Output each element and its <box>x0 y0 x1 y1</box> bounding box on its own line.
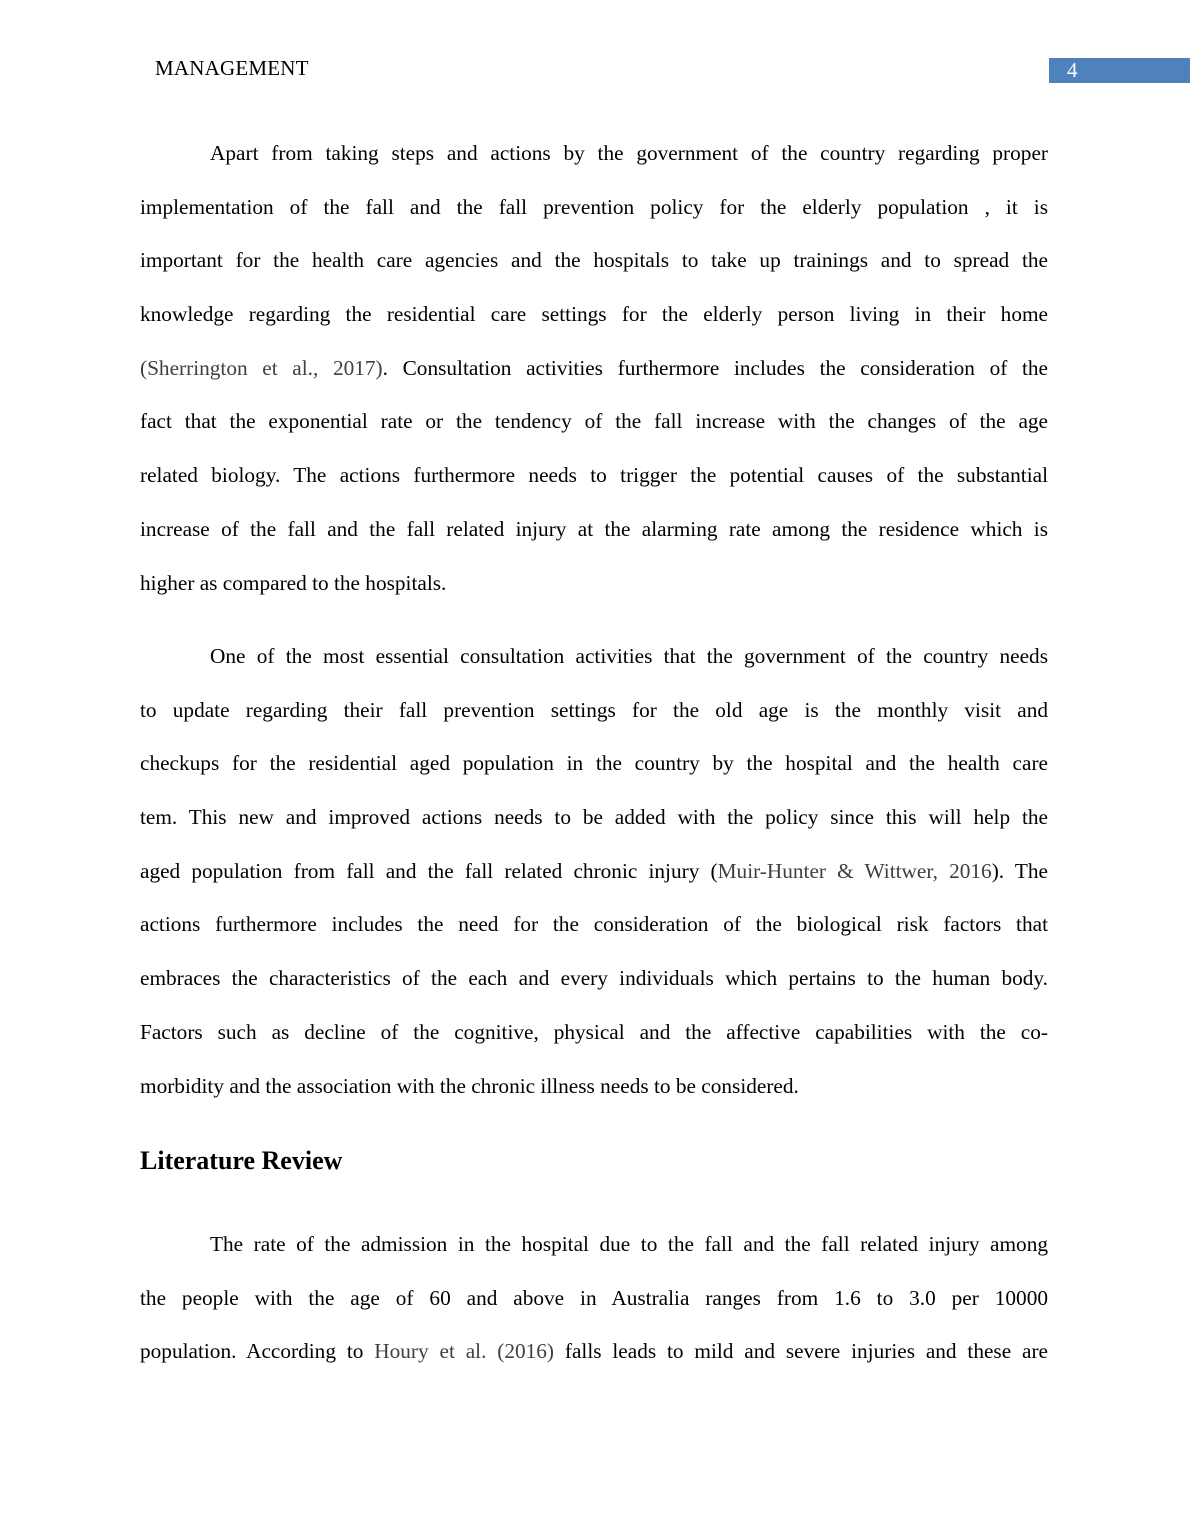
paragraph-line <box>140 1325 1048 1379</box>
citation: Houry et al. (2016) <box>374 1339 555 1364</box>
paragraph-line <box>140 342 1048 396</box>
line-text: . Consultation activities furthermore includes the consideration of the <box>382 355 1048 380</box>
paragraph-line: increase of the fall and the fall related injury at the alarming rate among the residence which is <box>140 516 1048 541</box>
paragraph-line: the people with the age of 60 and above in Australia ranges from 1.6 to 3.0 per 10000 <box>140 1285 1048 1310</box>
paragraph-line: checkups for the residential aged population in the country by the hospital and the health care <box>140 751 1048 776</box>
header-title: MANAGEMENT <box>155 56 309 80</box>
section-heading: Literature Review <box>140 1146 343 1175</box>
paragraph-line: fact that the exponential rate or the tendency of the fall increase with the changes of the age <box>140 409 1048 434</box>
paragraph-line: higher as compared to the hospitals. <box>140 570 447 595</box>
paragraph-line: embraces the characteristics of the each and every individuals which pertains to the human body. <box>140 966 1048 991</box>
page-number: 4 <box>1067 58 1078 82</box>
paragraph-line: related biology. The actions furthermore needs to trigger the potential causes of the substantial <box>140 463 1048 488</box>
paragraph-line: important for the health care agencies and the hospitals to take up trainings and to spread the <box>140 248 1048 273</box>
paragraph-2 <box>140 630 1048 1113</box>
paragraph-line: knowledge regarding the residential care settings for the elderly person living in their home <box>140 302 1048 327</box>
paragraph-line: implementation of the fall and the fall prevention policy for the elderly population , it is <box>140 194 1048 219</box>
paragraph-line: tem. This new and improved actions needs to be added with the policy since this will help the <box>140 805 1048 830</box>
page-number-box <box>1049 58 1190 83</box>
paragraph-3 <box>140 1218 1048 1379</box>
line-text: ). The <box>991 858 1048 883</box>
paragraph-line: to update regarding their fall prevention settings for the old age is the monthly visit and <box>140 697 1048 722</box>
paragraph-line: actions furthermore includes the need for the consideration of the biological risk factors that <box>140 912 1048 937</box>
citation: (Sherrington et al., 2017) <box>140 355 383 380</box>
paragraph-line <box>140 845 1048 899</box>
citation: Muir-Hunter & Wittwer, 2016 <box>717 858 992 883</box>
paragraph-line: The rate of the admission in the hospital due to the fall and the fall related injury among <box>210 1232 1048 1256</box>
line-text: falls leads to mild and severe injuries and these are <box>554 1339 1049 1364</box>
paragraph-line: One of the most essential consultation activities that the government of the country needs <box>210 644 1048 668</box>
paragraph-line: Factors such as decline of the cognitive, physical and the affective capabilities with the co- <box>140 1019 1048 1044</box>
line-text: population. According to <box>140 1339 375 1364</box>
paragraph-line: morbidity and the association with the chronic illness needs to be considered. <box>140 1073 799 1098</box>
line-text: aged population from fall and the fall related chronic injury ( <box>140 858 718 883</box>
paragraph-1 <box>140 127 1048 610</box>
paragraph-line: Apart from taking steps and actions by the government of the country regarding proper <box>210 141 1048 165</box>
